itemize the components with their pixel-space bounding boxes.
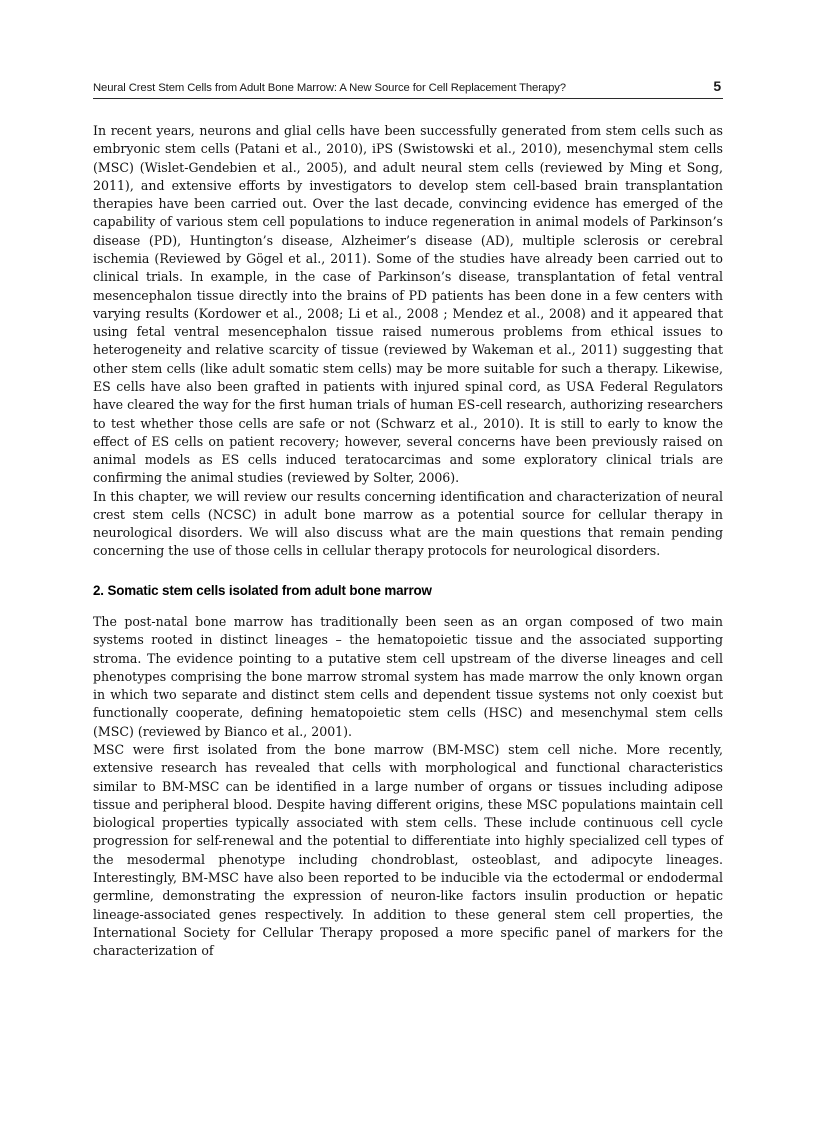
paragraph-msc-characteristics: MSC were first isolated from the bone marrow (BM-MSC) stem cell niche. More recently, extensive research has revealed that cells with morphological and functional characteristics similar to BM-MSC can be identified in a large number of organs or tissues including adipose tissue and peripheral blood. Despite having different origins, these MSC populations maintain cell biological properties typically associated with stem cells. These include continuous cell cycle progression for self-renewal and the potential to differentiate into highly specialized cell types of the mesodermal phenotype including chondroblast, osteoblast, and adipocyte lineages. Interestingly, BM-MSC have also been reported to be inducible via the ectodermal or endodermal germline, demonstrating the expression of neuron-like factors insulin production or hepatic lineage-associated genes respectively. In addition to these general stem cell properties, the International Society for Cellular Therapy proposed a more specific panel of markers for the characterization of [93,742,723,959]
running-header [93,78,723,99]
paragraph-bone-marrow-systems: The post-natal bone marrow has traditionally been seen as an organ composed of two main systems rooted in distinct lineages – the hematopoietic tissue and the associated supporting stroma. The evidence pointing to a putative stem cell upstream of the diverse lineages and cell phenotypes comprising the bone marrow stromal system has made marrow the only known organ in which two separate and distinct stem cells and dependent tissue systems not only coexist but functionally cooperate, defining hematopoietic stem cells (HSC) and mesenchymal stem cells (MSC) (reviewed by Bianco et al., 2001). [93,614,723,739]
page-content [93,78,723,960]
body-text [93,122,723,960]
paragraph-intro-stem-cells: In recent years, neurons and glial cells have been successfully generated from stem cells such as embryonic stem cells (Patani et al., 2010), iPS (Swistowski et al., 2010), mesenchymal stem cells (MSC) (Wislet-Gendebien et al., 2005), and adult neural stem cells (reviewed by Ming et Song, 2011), and extensive efforts by investigators to develop stem cell-based brain transplantation therapies have been carried out. Over the last decade, convincing evidence has emerged of the capability of various stem cell populations to induce regeneration in animal models of Parkinson’s disease (PD), Huntington’s disease, Alzheimer’s disease (AD), multiple sclerosis or cerebral ischemia (Reviewed by Gögel et al., 2011). Some of the studies have already been carried out to clinical trials. In example, in the case of Parkinson’s disease, transplantation of fetal ventral mesencephalon tissue directly into the brains of PD patients has been done in a few centers with varying results (Kordower et al., 2008; Li et al., 2008 ; Mendez et al., 2008) and it appeared that using fetal ventral mesencephalon tissue raised numerous problems from ethical issues to heterogeneity and relative scarcity of tissue (reviewed by Wakeman et al., 2011) suggesting that other stem cells (like adult somatic stem cells) may be more suitable for such a therapy. Likewise, ES cells have also been grafted in patients with injured spinal cord, as USA Federal Regulators have cleared the way for the first human trials of human ES-cell research, authorizing researchers to test whether those cells are safe or not (Schwarz et al., 2010). It is still to early to know the effect of ES cells on patient recovery; however, several concerns have been previously raised on animal models as ES cells induced teratocarcimas and some exploratory clinical trials are confirming the animal studies (reviewed by Solter, 2006). [93,123,723,486]
section-heading-somatic-stem-cells: 2. Somatic stem cells isolated from adult bone marrow [93,582,432,598]
page-number: 5 [713,78,721,94]
paragraph-chapter-overview: In this chapter, we will review our results concerning identification and characterization of neural crest stem cells (NCSC) in adult bone marrow as a potential source for cellular therapy in neurological disorders. We will also discuss what are the main questions that remain pending concerning the use of those cells in cellular therapy protocols for neurological disorders. [93,488,723,559]
running-header-title: Neural Crest Stem Cells from Adult Bone Marrow: A New Source for Cell Replacement Therapy? [93,82,566,94]
